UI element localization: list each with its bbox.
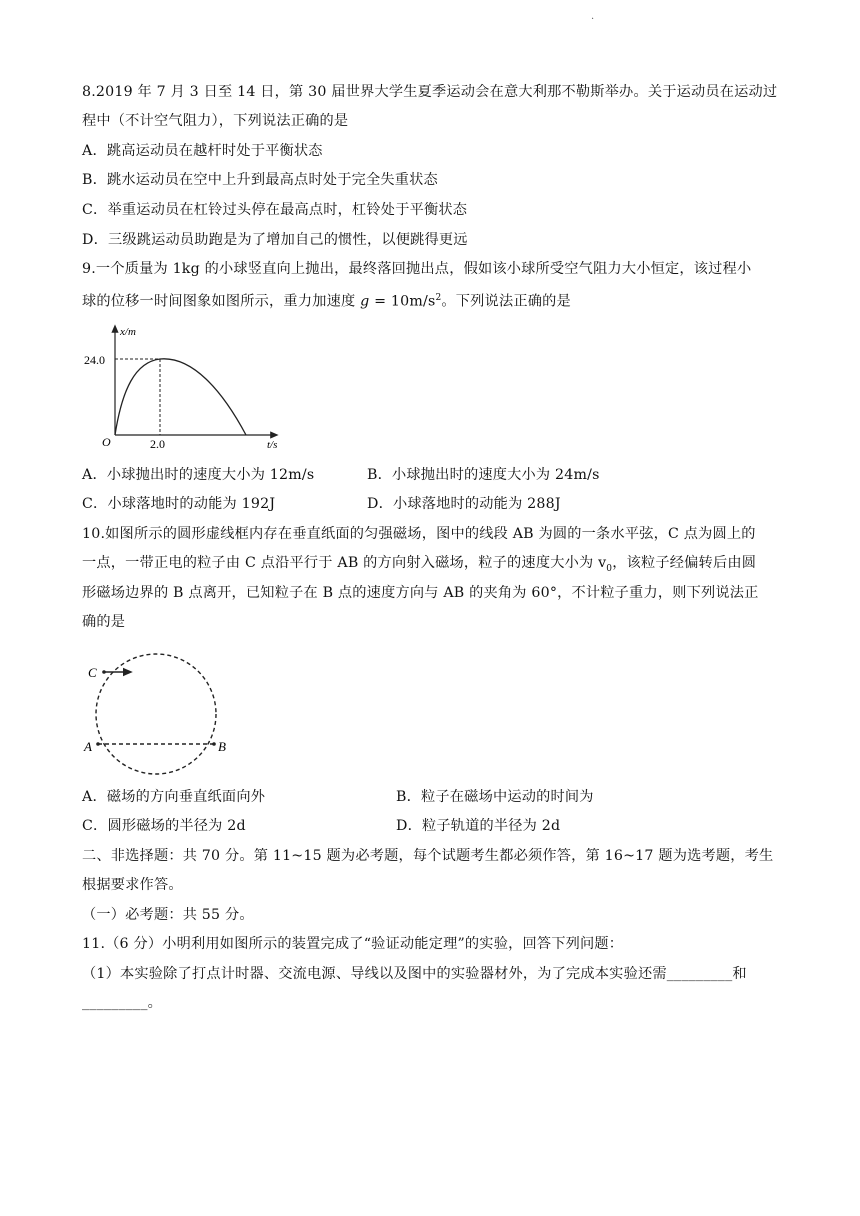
q10-option-a: A．磁场的方向垂直纸面向外	[82, 789, 266, 805]
point-c-label: C	[88, 665, 97, 680]
section2-line1: 二、非选择题：共 70 分。第 11~15 题为必考题，每个试题考生都必须作答，第 16~17 题为选考题，考生	[82, 848, 774, 864]
q11-sub1-line2	[82, 993, 162, 1013]
gravity-symbol: g	[360, 293, 370, 310]
q9-option-c: C．小球落地时的动能为 192J	[82, 496, 276, 512]
q11-blank-1[interactable]: _________	[666, 966, 733, 982]
q11-sub1-text: （1）本实验除了打点计时器、交流电源、导线以及图中的实验器材外，为了完成本实验还需	[82, 966, 667, 982]
q10-option-c: C．圆形磁场的半径为 2d	[82, 818, 246, 834]
q11-stem: 11.（6 分）小明利用如图所示的装置完成了“验证动能定理”的实验，回答下列问题：	[82, 936, 624, 952]
magnetic-field-circle-figure	[80, 652, 240, 780]
gravity-exponent: 2	[435, 293, 442, 303]
q9-option-a: A．小球抛出时的速度大小为 12m/s	[82, 467, 315, 483]
q10-stem-line2	[82, 553, 756, 579]
q11-blank-2[interactable]: _________	[82, 995, 148, 1011]
q8-option-c: C．举重运动员在杠铃过头停在最高点时，杠铃处于平衡状态	[82, 202, 468, 218]
section2-line3: （一）必考题：共 55 分。	[82, 907, 254, 923]
point-a-label: A	[84, 739, 92, 754]
q8-option-a: A．跳高运动员在越杆时处于平衡状态	[82, 143, 323, 159]
section2-line2: 根据要求作答。	[82, 877, 183, 893]
q9-stem-line2-pre: 球的位移一时间图象如图所示，重力加速度	[82, 293, 361, 310]
peak-x-label: 2.0	[150, 437, 165, 451]
y-axis-label: x/m	[120, 326, 136, 338]
q11-sub1-line1	[82, 964, 747, 984]
q11-sub1-and: 和	[732, 966, 747, 982]
q11-sub1-end: 。	[147, 995, 163, 1011]
q9-stem-line2-post: 。下列说法正确的是	[441, 293, 571, 310]
q8-option-b: B．跳水运动员在空中上升到最高点时处于完全失重状态	[82, 172, 438, 188]
velocity-subscript: 0	[606, 563, 613, 574]
q10-stem-line2-post: ，该粒子经偏转后由圆	[612, 555, 757, 571]
origin-label: O	[102, 435, 111, 449]
peak-y-label: 24.0	[84, 353, 105, 367]
q10-option-d: D．粒子轨道的半径为 2d	[396, 818, 561, 834]
q10-stem-line4: 确的是	[82, 614, 126, 630]
q8-option-d: D．三级跳运动员助跑是为了增加自己的惯性，以便跳得更远	[82, 232, 468, 248]
q9-stem-line2	[82, 288, 571, 312]
displacement-time-graph	[80, 320, 290, 460]
displacement-curve	[115, 359, 246, 435]
q8-stem-line1: 8.2019 年 7 月 3 日至 14 日，第 30 届世界大学生夏季运动会在意大利那不勒斯举办。关于运动员在运动过	[82, 84, 778, 100]
gravity-value: = 10m/s	[369, 293, 436, 310]
q10-option-b: B．粒子在磁场中运动的时间为	[396, 789, 594, 805]
point-a-dot	[96, 742, 100, 746]
header-mark: ·	[591, 14, 595, 25]
x-axis-label: t/s	[267, 439, 278, 451]
point-b-label: B	[218, 739, 226, 754]
q8-stem-line2: 程中（不计空气阻力），下列说法正确的是	[82, 113, 349, 129]
point-b-dot	[212, 742, 216, 746]
q10-stem-line3: 形磁场边界的 B 点离开，已知粒子在 B 点的速度方向与 AB 的夹角为 60°，不计粒子重力，则下列说法正	[82, 585, 759, 601]
q10-stem-line2-pre: 一点，一带正电的粒子由 C 点沿平行于 AB 的方向射入磁场，粒子的速度大小为 v	[82, 555, 607, 571]
q9-stem-line1: 9.一个质量为 1kg 的小球竖直向上抛出，最终落回抛出点，假如该小球所受空气阻力大小恒定，该过程小	[82, 261, 752, 277]
q9-option-b: B．小球抛出时的速度大小为 24m/s	[367, 467, 600, 483]
q10-stem-line1: 10.如图所示的圆形虚线框内存在垂直纸面的匀强磁场，图中的线段 AB 为圆的一条水平弦，C 点为圆上的	[82, 526, 756, 542]
q9-option-d: D．小球落地时的动能为 288J	[367, 496, 561, 512]
